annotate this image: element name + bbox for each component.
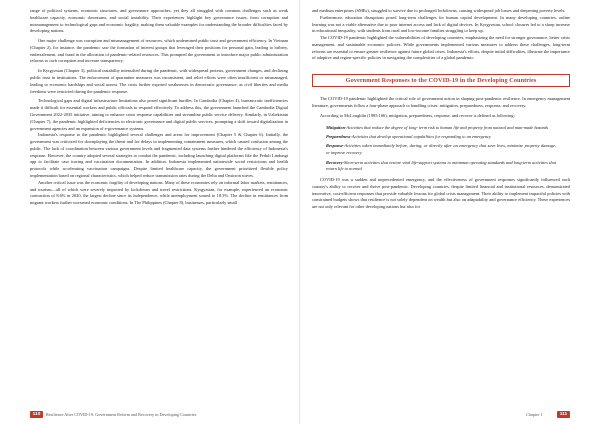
right-paragraph-6: COVID-19 was a sudden and unprecedented emergency, and the effectiveness of government responses significantly influenced each country's ability to recover and thrive post-pandemic. Developing countries, despite limited financial and institutional resources, demonstrated innovative, cost-efficient responses that provide valuable lessons for global crisis management. Their ability to implement impactful policies with constrained budgets shows that resilience is not solely dependent on wealth but also on adaptability and governance efficiency. These experiences are not only relevant for other developing nations but also for [312,177,570,210]
definition-text: -Activities that reduce the degree of long- term risk to human life and property from natural and man-made hazards [345,124,549,130]
left-paragraph-5: Indonesia's response to the pandemic highlighted several challenges and areas for improvement (Chapter 5 & Chapter 6). Initially, the government was criticized for downplaying the threat and for delays in implementing containment measures, which caused confusion among the public. The lack of coordination between various government levels and fragmented data systems further hindered the efficiency of Indonesia's response. However, the country adopted several strategies to combat the pandemic, including launching digital platforms like the Peduli Lindungi app to facilitate case tracing and vaccination documentation. In addition, Indonesia implemented nationwide social restrictions and health protocols while accelerating vaccination campaigns. Despite limited healthcare capacity, the government prioritized flexible policy implementation based on regional characteristics, which helped reduce transmission rates during the Delta and Omicron waves. [30,132,288,178]
page-footer [0,411,600,421]
definition-term: Recovery [326,159,343,165]
definition-text: -Activities taken immediately before, during, or directly after an emergency that save lives, minimize property damage, or improve recovery [326,143,556,156]
right-paragraph-3: The COVID-19 pandemic highlighted the vulnerabilities of developing countries, emphasizing the need for stronger governance, better crisis management, and sustainable economic policies. While governments implemented various measures to address these challenges, long-term reforms are essential to ensure greater resilience against future global crises. Indonesia's efforts, despite initial difficulties, illustrate the importance of adaptive and region-specific policies in navigating the complexities of a global pandemic. [312,35,571,61]
right-paragraph-5: According to McLoughlin (1985:166), mitigation, preparedness, response, and recover is defined as following; [320,112,515,118]
right-running-head: Chapter 1 [526,412,543,417]
right-paragraph-2: Furthermore, education disruptions posed long-term challenges for human capital development. In many developing countries, online learning was not a viable alternative due to poor internet access and lack of digital devices. In Kyrgyzstan, school closures led to a sharp increase in educational inequality, with students from rural and low-income families struggling to keep up. [312,14,570,34]
left-paragraph-3: In Kyrgyzstan (Chapter 3), political instability intensified during the pandemic, with widespread protests, government changes, and declining public trust in institutions. The enforcement of quarantine measures was inconsistent, and relief efforts were often insufficient or mismanaged, leading to economic hardships and social unrest. The crisis further exposed weaknesses in democratic governance, as civil liberties and media freedoms were restricted during the pandemic response. [30,68,288,94]
definition-recovery [326,160,556,174]
definitions-list [312,125,570,173]
definition-text: -Activities that develop operational capabilities for responding to an emergency [350,133,491,139]
left-paragraph-2: One major challenge was corruption and mismanagement of resources, which undermined public trust and government efficiency. In Vietnam (Chapter 2), for instance, the pandemic saw the formation of interest groups that leveraged their positions for personal gain, leading to bribery, embezzlement, and fraud in the allocation of pandemic-related resources. This prompted the government to introduce major public administration reforms to curb corruption and increase transparency. [30,38,288,64]
right-paragraph-4: The COVID-19 pandemic highlighted the critical role of government action in shaping post-pandemic resilience. In emergency management literature, governments follow a four-phase approach to handling crises: mitigation, preparedness, response, and recovery. [312,96,570,109]
definition-mitigation [326,125,556,132]
left-paragraph-6: Another critical issue was the economic fragility of developing nations. Many of these economies rely on informal labor markets, remittances, and tourism—all of which were severely impacted by lockdowns and travel restrictions. Kyrgyzstan, for example, experienced an economic contraction of 8.6% in 2020, the largest decline since its independence, while unemployment soared to 18.5%. The decline in remittances from migrant workers further worsened economic conditions. In The Philippines (Chapter 8), businesses, particularly small [30,179,288,206]
left-page-number: 110 [30,411,43,418]
left-paragraph-1: range of political systems, economic structures, and governance approaches, yet they all struggled with common challenges such as weak healthcare capacity, economic downturns, and social instability. Their experiences highlight key governance issues, from corruption and mismanagement to technological gaps and economic fragility, making them valuable examples for understanding the broader difficulties faced by developing nations. [30,8,288,34]
definition-term: Response [326,143,344,149]
section-heading: Government Responses to the COVID-19 in the Developing Countries [312,74,570,87]
definition-term: Mitigation [326,124,346,130]
left-running-head: Resilience After COVID-19: Government Reform and Recovery in Developing Countries [46,412,197,417]
definition-response [326,143,556,157]
right-paragraph-1: and medium enterprises (SMEs), struggled to survive due to prolonged lockdowns, causing widespread job losses and deepening poverty levels. [312,8,566,13]
left-paragraph-4: Technological gaps and digital infrastructure limitations also posed significant hurdles. In Cambodia (Chapter 4), bureaucratic inefficiencies made it difficult for essential workers and public officials to respond effectively. To address this, the government launched the Cambodia Digital Government 2022-2035 initiative, aiming to enhance crisis response capabilities and streamline public service delivery. Similarly, in Uzbekistan (Chapter 7), the pandemic highlighted deficiencies in electronic governance and digital public services, prompting a shift toward digitalization in government agencies and an expansion of e-governance systems. [30,98,288,131]
right-page-number: 111 [557,411,570,418]
right-page [300,0,600,424]
definition-text: -Short-term activities that restore vital life-support systems to minimum operating standards and long-term activities that return life to normal [326,159,556,172]
definition-preparedness [326,134,556,141]
definition-term: Preparedness [326,133,351,139]
